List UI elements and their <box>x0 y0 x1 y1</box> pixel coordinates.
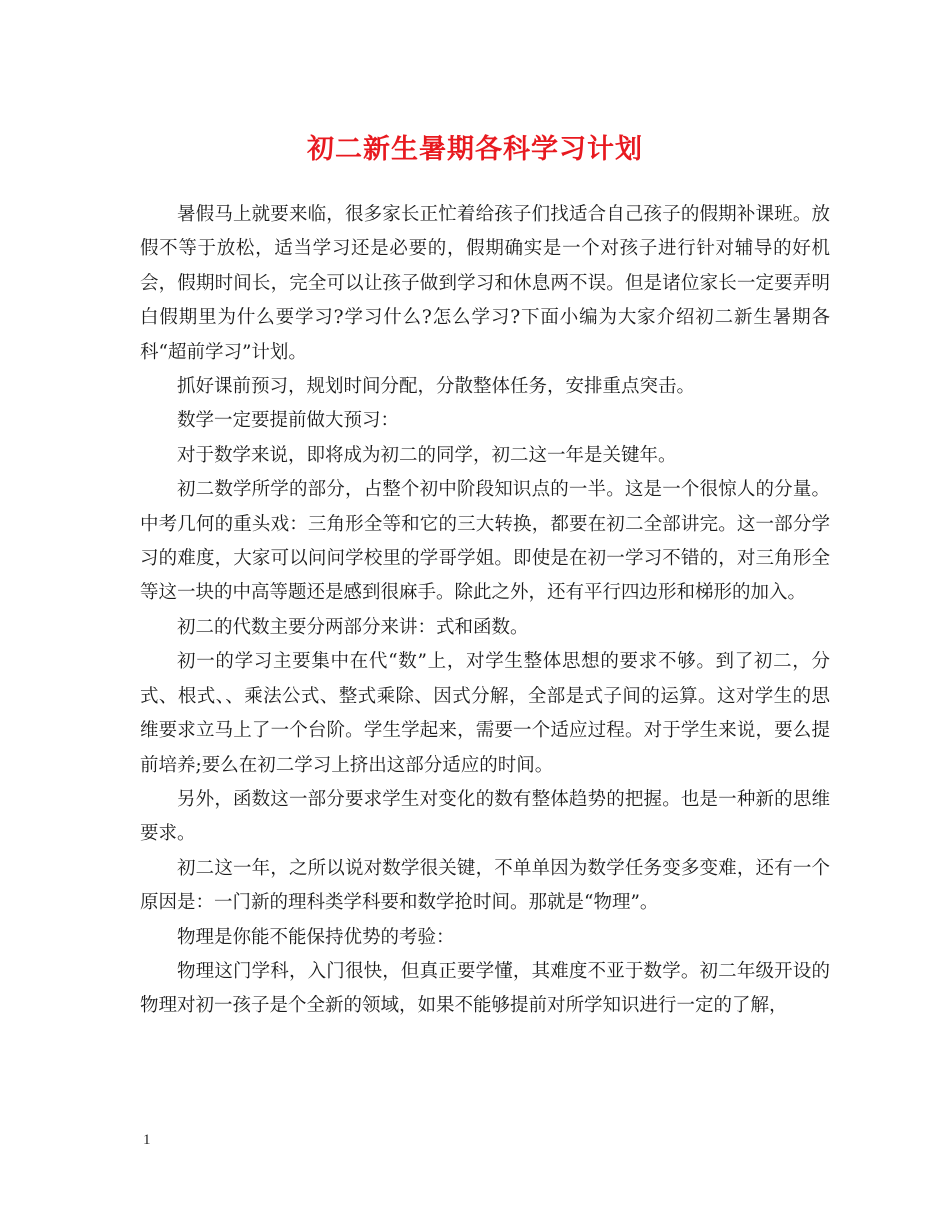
paragraph-math-key-year: 对于数学来说，即将成为初二的同学，初二这一年是关键年。 <box>177 444 677 466</box>
document-body <box>140 198 830 1024</box>
paragraph-math-geometry: 初二数学所学的部分，占整个初中阶段知识点的一半。这是一个很惊人的分量。中考几何的重头戏：三角形全等和它的三大转换，都要在初二全部讲完。这一部分学习的难度，大家可以问问学校里的学哥学姐。即使是在初一学习不错的，对三角形全等这一块的中高等题还是感到很麻手。除此之外，还有平行四边形和梯形的加入。 <box>140 479 830 604</box>
paragraph-intro: 暑假马上就要来临，很多家长正忙着给孩子们找适合自己孩子的假期补课班。放假不等于放松，适当学习还是必要的，假期确实是一个对孩子进行针对辅导的好机会，假期时间长，完全可以让孩子做到学习和休息两不误。但是诸位家长一定要弄明白假期里为什么要学习?学习什么?怎么学习?下面小编为大家介绍初二新生暑期各科“超前学习”计划。 <box>140 204 830 363</box>
paragraph-algebra-heading: 初二的代数主要分两部分来讲：式和函数。 <box>177 616 529 638</box>
paragraph-algebra-expressions: 初一的学习主要集中在代“数”上，对学生整体思想的要求不够。到了初二，分式、根式、、乘法公式、整式乘除、因式分解，全部是式子间的运算。这对学生的思维要求立马上了一个台阶。学生学起来，需要一个适应过程。对于学生来说，要么提前培养;要么在初二学习上挤出这部分适应的时间。 <box>140 651 830 776</box>
paragraph-study-method: 抓好课前预习，规划时间分配，分散整体任务，安排重点突击。 <box>177 376 696 398</box>
page-title: 初二新生暑期各科学习计划 <box>307 134 643 165</box>
paragraph-functions: 另外，函数这一部分要求学生对变化的数有整体趋势的把握。也是一种新的思维要求。 <box>140 788 830 845</box>
paragraph-physics-heading: 物理是你能不能保持优势的考验： <box>177 926 455 948</box>
paragraph-physics-intro: 初二这一年，之所以说对数学很关键，不单单因为数学任务变多变难，还有一个原因是：一门新的理科类学科要和数学抢时间。那就是“物理”。 <box>140 857 830 914</box>
paragraph-math-heading: 数学一定要提前做大预习： <box>177 410 400 432</box>
paragraph-physics-body: 物理这门学科，入门很快，但真正要学懂，其难度不亚于数学。初二年级开设的物理对初一孩子是个全新的领域，如果不能够提前对所学知识进行一定的了解， <box>140 960 830 1017</box>
page-number: 1 <box>143 1132 151 1148</box>
